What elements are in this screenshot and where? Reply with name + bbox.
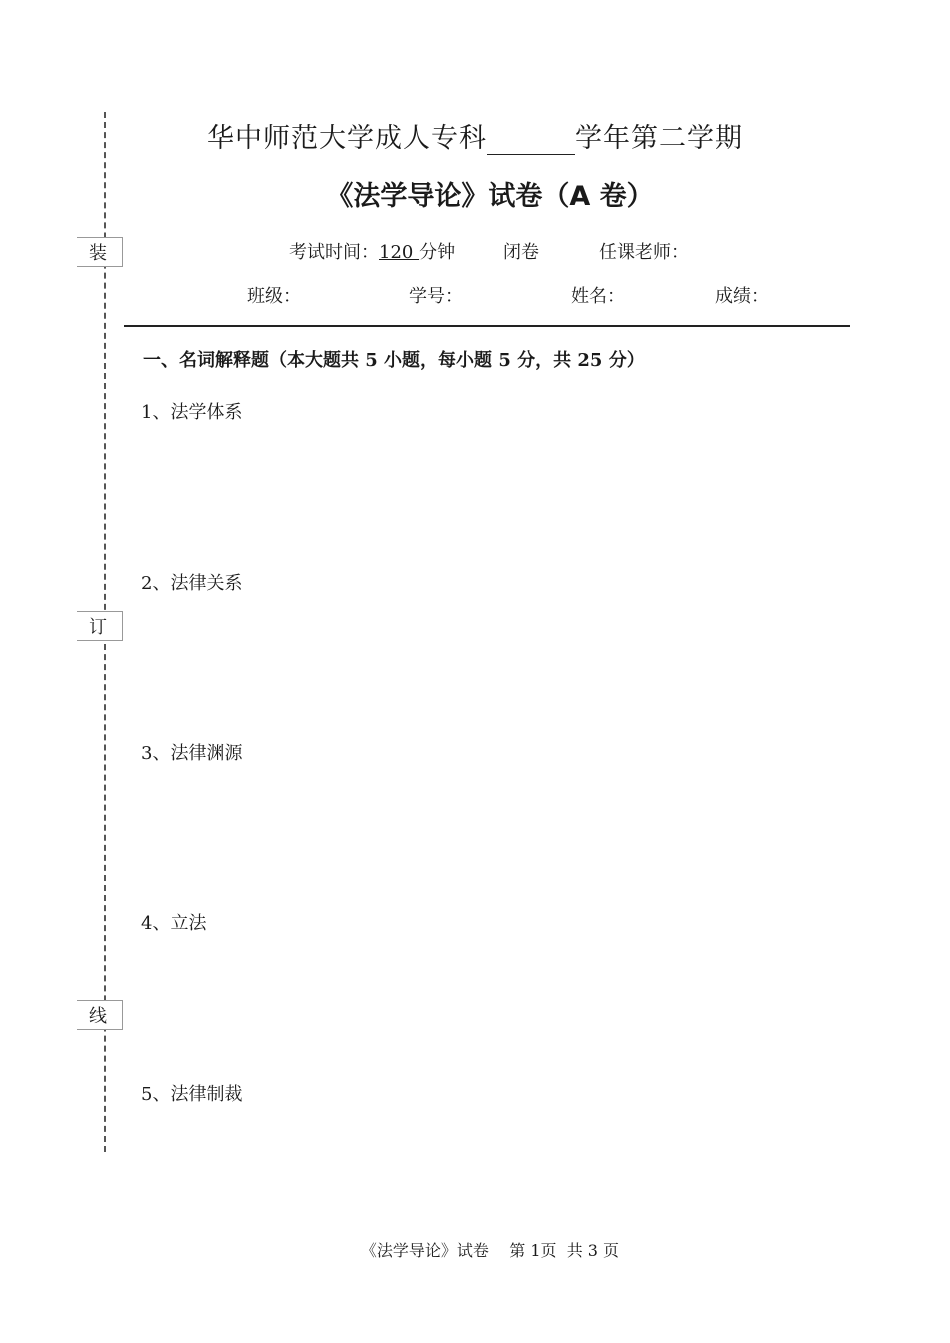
title-left: 华中师范大学成人专科 bbox=[207, 123, 487, 154]
question-item: 1、法学体系 bbox=[141, 402, 243, 423]
year-blank bbox=[487, 126, 575, 155]
student-id-label: 学号： bbox=[409, 286, 463, 307]
question-item: 3、法律渊源 bbox=[141, 743, 243, 764]
exam-time-value: 120 bbox=[379, 242, 420, 263]
score-label: 成绩： bbox=[715, 286, 769, 307]
question-item: 4、立法 bbox=[141, 913, 207, 934]
question-item: 5、法律制裁 bbox=[141, 1084, 243, 1105]
title-right: 学年第二学期 bbox=[575, 123, 743, 154]
exam-time bbox=[289, 238, 455, 264]
exam-type: 闭卷 bbox=[503, 242, 539, 263]
exam-subtitle: 《法学导论》试卷（A 卷） bbox=[326, 181, 654, 212]
binding-mark-xian: 线 bbox=[77, 1000, 123, 1030]
page-footer: 《法学导论》试卷 第 1页 共 3 页 bbox=[360, 1241, 620, 1260]
exam-time-unit: 分钟 bbox=[419, 242, 456, 263]
binding-mark-zhuang: 装 bbox=[77, 237, 123, 267]
section-title: 一、名词解释题（本大题共 5 小题，每小题 5 分，共 25 分） bbox=[143, 350, 645, 371]
header-divider bbox=[124, 325, 850, 327]
name-label: 姓名： bbox=[571, 286, 625, 307]
exam-title bbox=[0, 116, 950, 155]
teacher-label: 任课老师： bbox=[599, 242, 689, 263]
exam-time-label: 考试时间： bbox=[289, 242, 379, 263]
question-item: 2、法律关系 bbox=[141, 573, 243, 594]
class-label: 班级： bbox=[247, 286, 301, 307]
binding-mark-ding: 订 bbox=[77, 611, 123, 641]
